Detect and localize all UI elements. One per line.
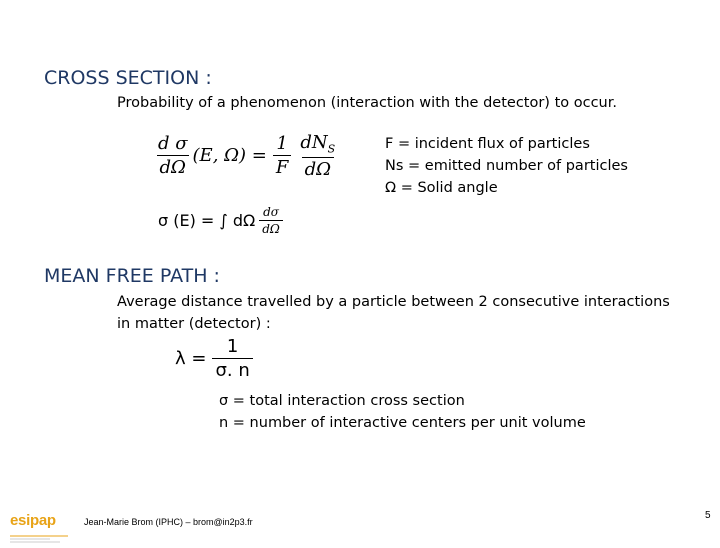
- logo-underline-icon: [10, 534, 70, 544]
- fraction-dsigma-domega: [155, 133, 191, 178]
- logo-text: esipap: [10, 512, 56, 529]
- fraction-numerator: [297, 132, 338, 157]
- legend-flux: F = incident flux of particles: [385, 136, 590, 152]
- fraction-denominator: σ. n: [212, 358, 252, 381]
- fraction-denominator: dΩ: [259, 220, 283, 236]
- mean-free-path-definition-line2: in matter (detector) :: [117, 316, 271, 332]
- mean-free-path-legend: [219, 390, 586, 434]
- fraction-numerator: 1: [276, 133, 288, 155]
- fraction-denominator: dΩ: [302, 157, 334, 180]
- fraction-dns-domega: [297, 132, 338, 180]
- cross-section-definition: Probability of a phenomenon (interaction with the detector) to occur.: [117, 95, 617, 111]
- cross-section-formula-integral: [158, 205, 283, 236]
- mean-free-path-heading: MEAN FREE PATH :: [44, 265, 220, 287]
- fraction-denominator: dΩ: [157, 155, 189, 178]
- page-number: 5: [705, 510, 711, 521]
- mean-free-path-definition-line1: Average distance travelled by a particle between 2 consecutive interactions: [117, 294, 670, 310]
- fraction-dsigma-domega-small: [259, 205, 283, 236]
- fraction-numerator: d σ: [158, 133, 188, 155]
- legend-n: n = number of interactive centers per unit volume: [219, 415, 586, 431]
- fraction-numerator: 1: [226, 336, 239, 357]
- fraction-one-over-sigma-n: [212, 336, 252, 381]
- footer-author: Jean-Marie Brom (IPHC) – brom@in2p3.fr: [84, 517, 253, 527]
- mean-free-path-formula: [175, 336, 253, 381]
- fraction-denominator: F: [273, 155, 292, 178]
- cross-section-heading: CROSS SECTION :: [44, 67, 212, 89]
- legend-sigma: σ = total interaction cross section: [219, 393, 465, 409]
- cross-section-legend: [385, 133, 628, 199]
- dn-subscript: S: [327, 142, 336, 156]
- fraction-one-over-f: [273, 133, 292, 178]
- esipap-logo: [10, 512, 70, 548]
- legend-emitted: Ns = emitted number of particles: [385, 158, 628, 174]
- formula-args: (E, Ω) =: [192, 145, 267, 167]
- cross-section-formula-differential: [155, 132, 338, 180]
- integral-left: σ (E) = ∫ dΩ: [158, 211, 256, 230]
- dn-text: dN: [300, 132, 328, 153]
- fraction-numerator: dσ: [263, 205, 279, 219]
- legend-solid-angle: Ω = Solid angle: [385, 180, 498, 196]
- lambda-left: λ =: [175, 348, 207, 369]
